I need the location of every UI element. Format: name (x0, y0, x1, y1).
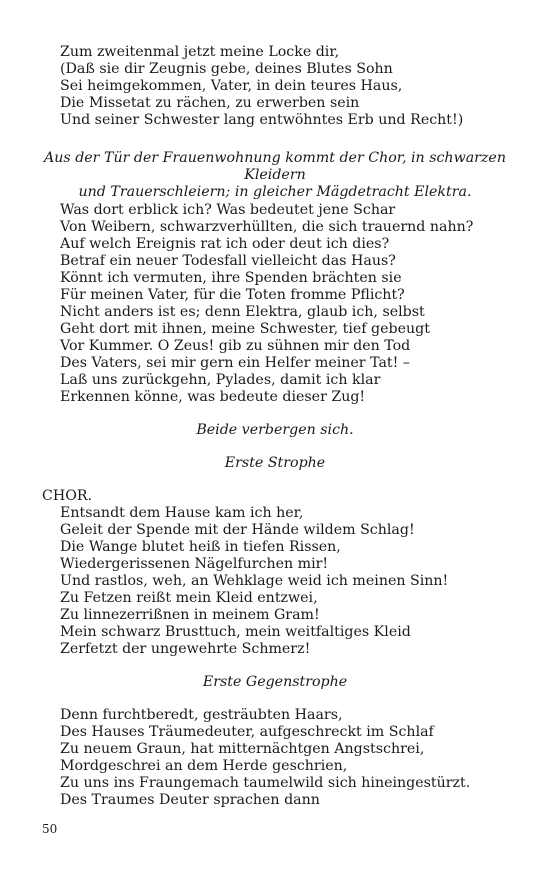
page-number: 50 (42, 822, 58, 836)
verse-line: Zu neuem Graun, hat mitternächtgen Angstschrei, (60, 741, 425, 757)
verse-line: Betraf ein neuer Todesfall vielleicht das Haus? (60, 253, 396, 269)
verse-line: Für meinen Vater, für die Toten fromme Pflicht? (60, 287, 405, 303)
verse-line: (Daß sie dir Zeugnis gebe, deines Blutes Sohn (60, 61, 393, 77)
section-heading-1 (0, 455, 550, 472)
stage-line: und Trauerschleiern; in gleicher Mägdetracht Elektra. (78, 184, 472, 200)
verse-block-4 (0, 707, 550, 809)
verse-line: Sei heimgekommen, Vater, in dein teures Haus, (60, 78, 403, 94)
section-heading: Erste Gegenstrophe (202, 674, 348, 690)
verse-line: Und seiner Schwester lang entwöhntes Erb und Recht!) (60, 112, 464, 128)
verse-line: Denn furchtberedt, gesträubten Haars, (60, 707, 343, 723)
verse-line: Und rastlos, weh, an Wehklage weid ich meinen Sinn! (60, 573, 449, 589)
stage-direction-2 (0, 422, 550, 439)
section-heading-2 (0, 674, 550, 691)
verse-line: Mein schwarz Brusttuch, mein weitfaltiges Kleid (60, 624, 411, 640)
verse-line: Des Traumes Deuter sprachen dann (60, 792, 320, 808)
verse-line: Zum zweitenmal jetzt meine Locke dir, (60, 44, 340, 60)
verse-line: Zu Fetzen reißt mein Kleid entzwei, (60, 590, 318, 606)
verse-line: Des Hauses Träumedeuter, aufgeschreckt im Schlaf (60, 724, 434, 740)
verse-line: Geht dort mit ihnen, meine Schwester, tief gebeugt (60, 321, 430, 337)
verse-line: Geleit der Spende mit der Hände wildem Schlag! (60, 522, 415, 538)
section-heading: Erste Strophe (224, 455, 326, 471)
verse-line: Zu uns ins Fraungemach taumelwild sich hineingestürzt. (60, 775, 471, 791)
verse-line: Könnt ich vermuten, ihre Spenden brächten sie (60, 270, 402, 286)
verse-line: Mordgeschrei an dem Herde geschrien, (60, 758, 348, 774)
verse-line: Die Wange blutet heiß in tiefen Rissen, (60, 539, 341, 555)
verse-line: Entsandt dem Hause kam ich her, (60, 505, 304, 521)
verse-line: Nicht anders ist es; denn Elektra, glaub ich, selbst (60, 304, 425, 320)
verse-line: Die Missetat zu rächen, zu erwerben sein (60, 95, 360, 111)
verse-line: Was dort erblick ich? Was bedeutet jene Schar (60, 202, 396, 218)
stage-line: Beide verbergen sich. (196, 422, 354, 438)
verse-block-3 (0, 505, 550, 658)
verse-line: Vor Kummer. O Zeus! gib zu sühnen mir den Tod (60, 338, 411, 354)
verse-line: Auf welch Ereignis rat ich oder deut ich dies? (60, 236, 390, 252)
verse-block-1 (0, 44, 550, 129)
verse-block-2 (0, 202, 550, 406)
verse-line: Von Weibern, schwarzverhüllten, die sich trauernd nahn? (60, 219, 474, 235)
verse-line: Zerfetzt der ungewehrte Schmerz! (60, 641, 311, 657)
verse-line: Erkennen könne, was bedeute dieser Zug! (60, 389, 366, 405)
verse-line: Wiedergerissenen Nägelfurchen mir! (60, 556, 329, 572)
stage-line: Aus der Tür der Frauenwohnung kommt der Chor, in schwarzen Kleidern (44, 150, 506, 183)
verse-line: Des Vaters, sei mir gern ein Helfer meiner Tat! – (60, 355, 410, 371)
stage-direction-1 (0, 150, 550, 201)
speaker-label: CHOR. (42, 488, 93, 504)
verse-line: Laß uns zurückgehn, Pylades, damit ich klar (60, 372, 381, 388)
verse-line: Zu linnezerrißnen in meinem Gram! (60, 607, 320, 623)
